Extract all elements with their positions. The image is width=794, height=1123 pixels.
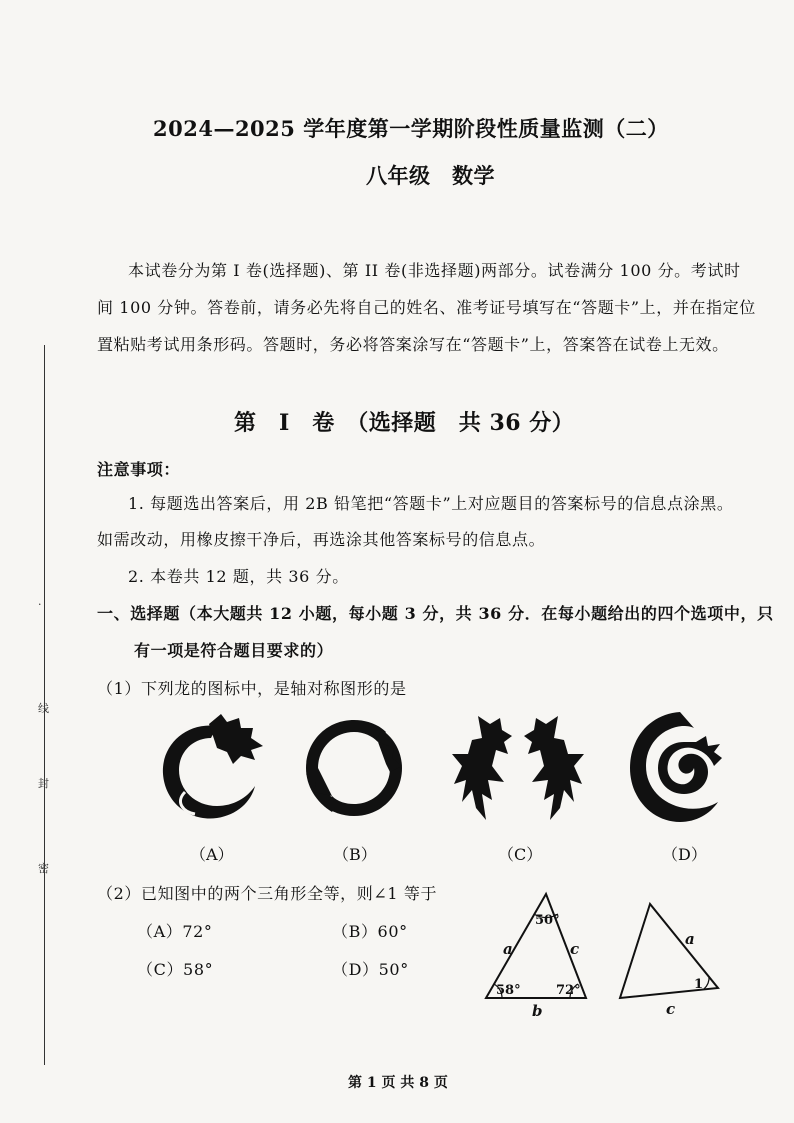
- tri1-right-angle: 72°: [556, 983, 581, 998]
- dragon-logo-a: [155, 712, 267, 824]
- q2-option: （D）50°: [332, 960, 409, 979]
- question-2-stem: （2）已知图中的两个三角形全等，则∠1 等于: [97, 884, 438, 903]
- q1-option-label: （C）: [498, 845, 543, 864]
- q2-option: （A）72°: [137, 922, 213, 941]
- intro-line: 置粘贴考试用条形码。答题时，务必将答案涂写在“答题卡”上，答案答在试卷上无效。: [97, 335, 729, 354]
- margin-char: 封: [38, 777, 49, 790]
- tri1-side-b: b: [532, 1002, 543, 1020]
- margin-char: 线: [38, 702, 49, 715]
- q2-option: （B）60°: [332, 922, 408, 941]
- tri1-left-angle: 58°: [496, 983, 521, 998]
- tri2-angle-1: 1: [694, 977, 704, 992]
- tri1-side-c: c: [570, 940, 580, 958]
- tri2-side-c: c: [666, 1000, 676, 1018]
- notice-heading: 注意事项：: [97, 460, 181, 479]
- page-number: 第 1 页 共 8 页: [348, 1075, 448, 1091]
- margin-char: ·: [38, 598, 42, 611]
- dragon-logo-b: [298, 712, 410, 824]
- q1-option-label: （D）: [662, 845, 707, 864]
- q2-option: （C）58°: [137, 960, 214, 979]
- question-1-stem: （1）下列龙的图标中，是轴对称图形的是: [97, 679, 407, 698]
- tri1-side-a: a: [503, 940, 513, 958]
- section-heading: 第 I 卷 （选择题 共 36 分）: [234, 410, 575, 436]
- triangle-2: [612, 896, 732, 1006]
- dragon-logo-c: [448, 710, 588, 828]
- page-subtitle: 八年级 数学: [366, 163, 495, 188]
- q1-option-label: （A）: [190, 845, 234, 864]
- intro-line: 本试卷分为第 I 卷(选择题)、第 II 卷(非选择题)两部分。试卷满分 100 分。考试时: [128, 261, 741, 280]
- margin-char: 密: [38, 862, 49, 875]
- intro-line: 间 100 分钟。答卷前，请务必先将自己的姓名、准考证号填写在“答题卡”上，并在指定位: [97, 298, 756, 317]
- notice-item: 1. 每题选出答案后，用 2B 铅笔把“答题卡”上对应题目的答案标号的信息点涂黑。: [128, 494, 734, 513]
- dragon-logo-d: [626, 708, 726, 826]
- notice-item: 2. 本卷共 12 题，共 36 分。: [128, 567, 349, 586]
- tri2-side-a: a: [685, 930, 695, 948]
- page-title: 2024—2025 学年度第一学期阶段性质量监测（二）: [153, 116, 669, 141]
- part-heading-cont: 有一项是符合题目要求的）: [134, 641, 334, 660]
- tri1-top-angle: 50°: [535, 913, 560, 928]
- q1-option-label: （B）: [333, 845, 377, 864]
- part-heading: 一、选择题（本大题共 12 小题，每小题 3 分，共 36 分．在每小题给出的四个选项中，只: [97, 604, 774, 623]
- notice-item: 如需改动，用橡皮擦干净后，再选涂其他答案标号的信息点。: [97, 530, 546, 549]
